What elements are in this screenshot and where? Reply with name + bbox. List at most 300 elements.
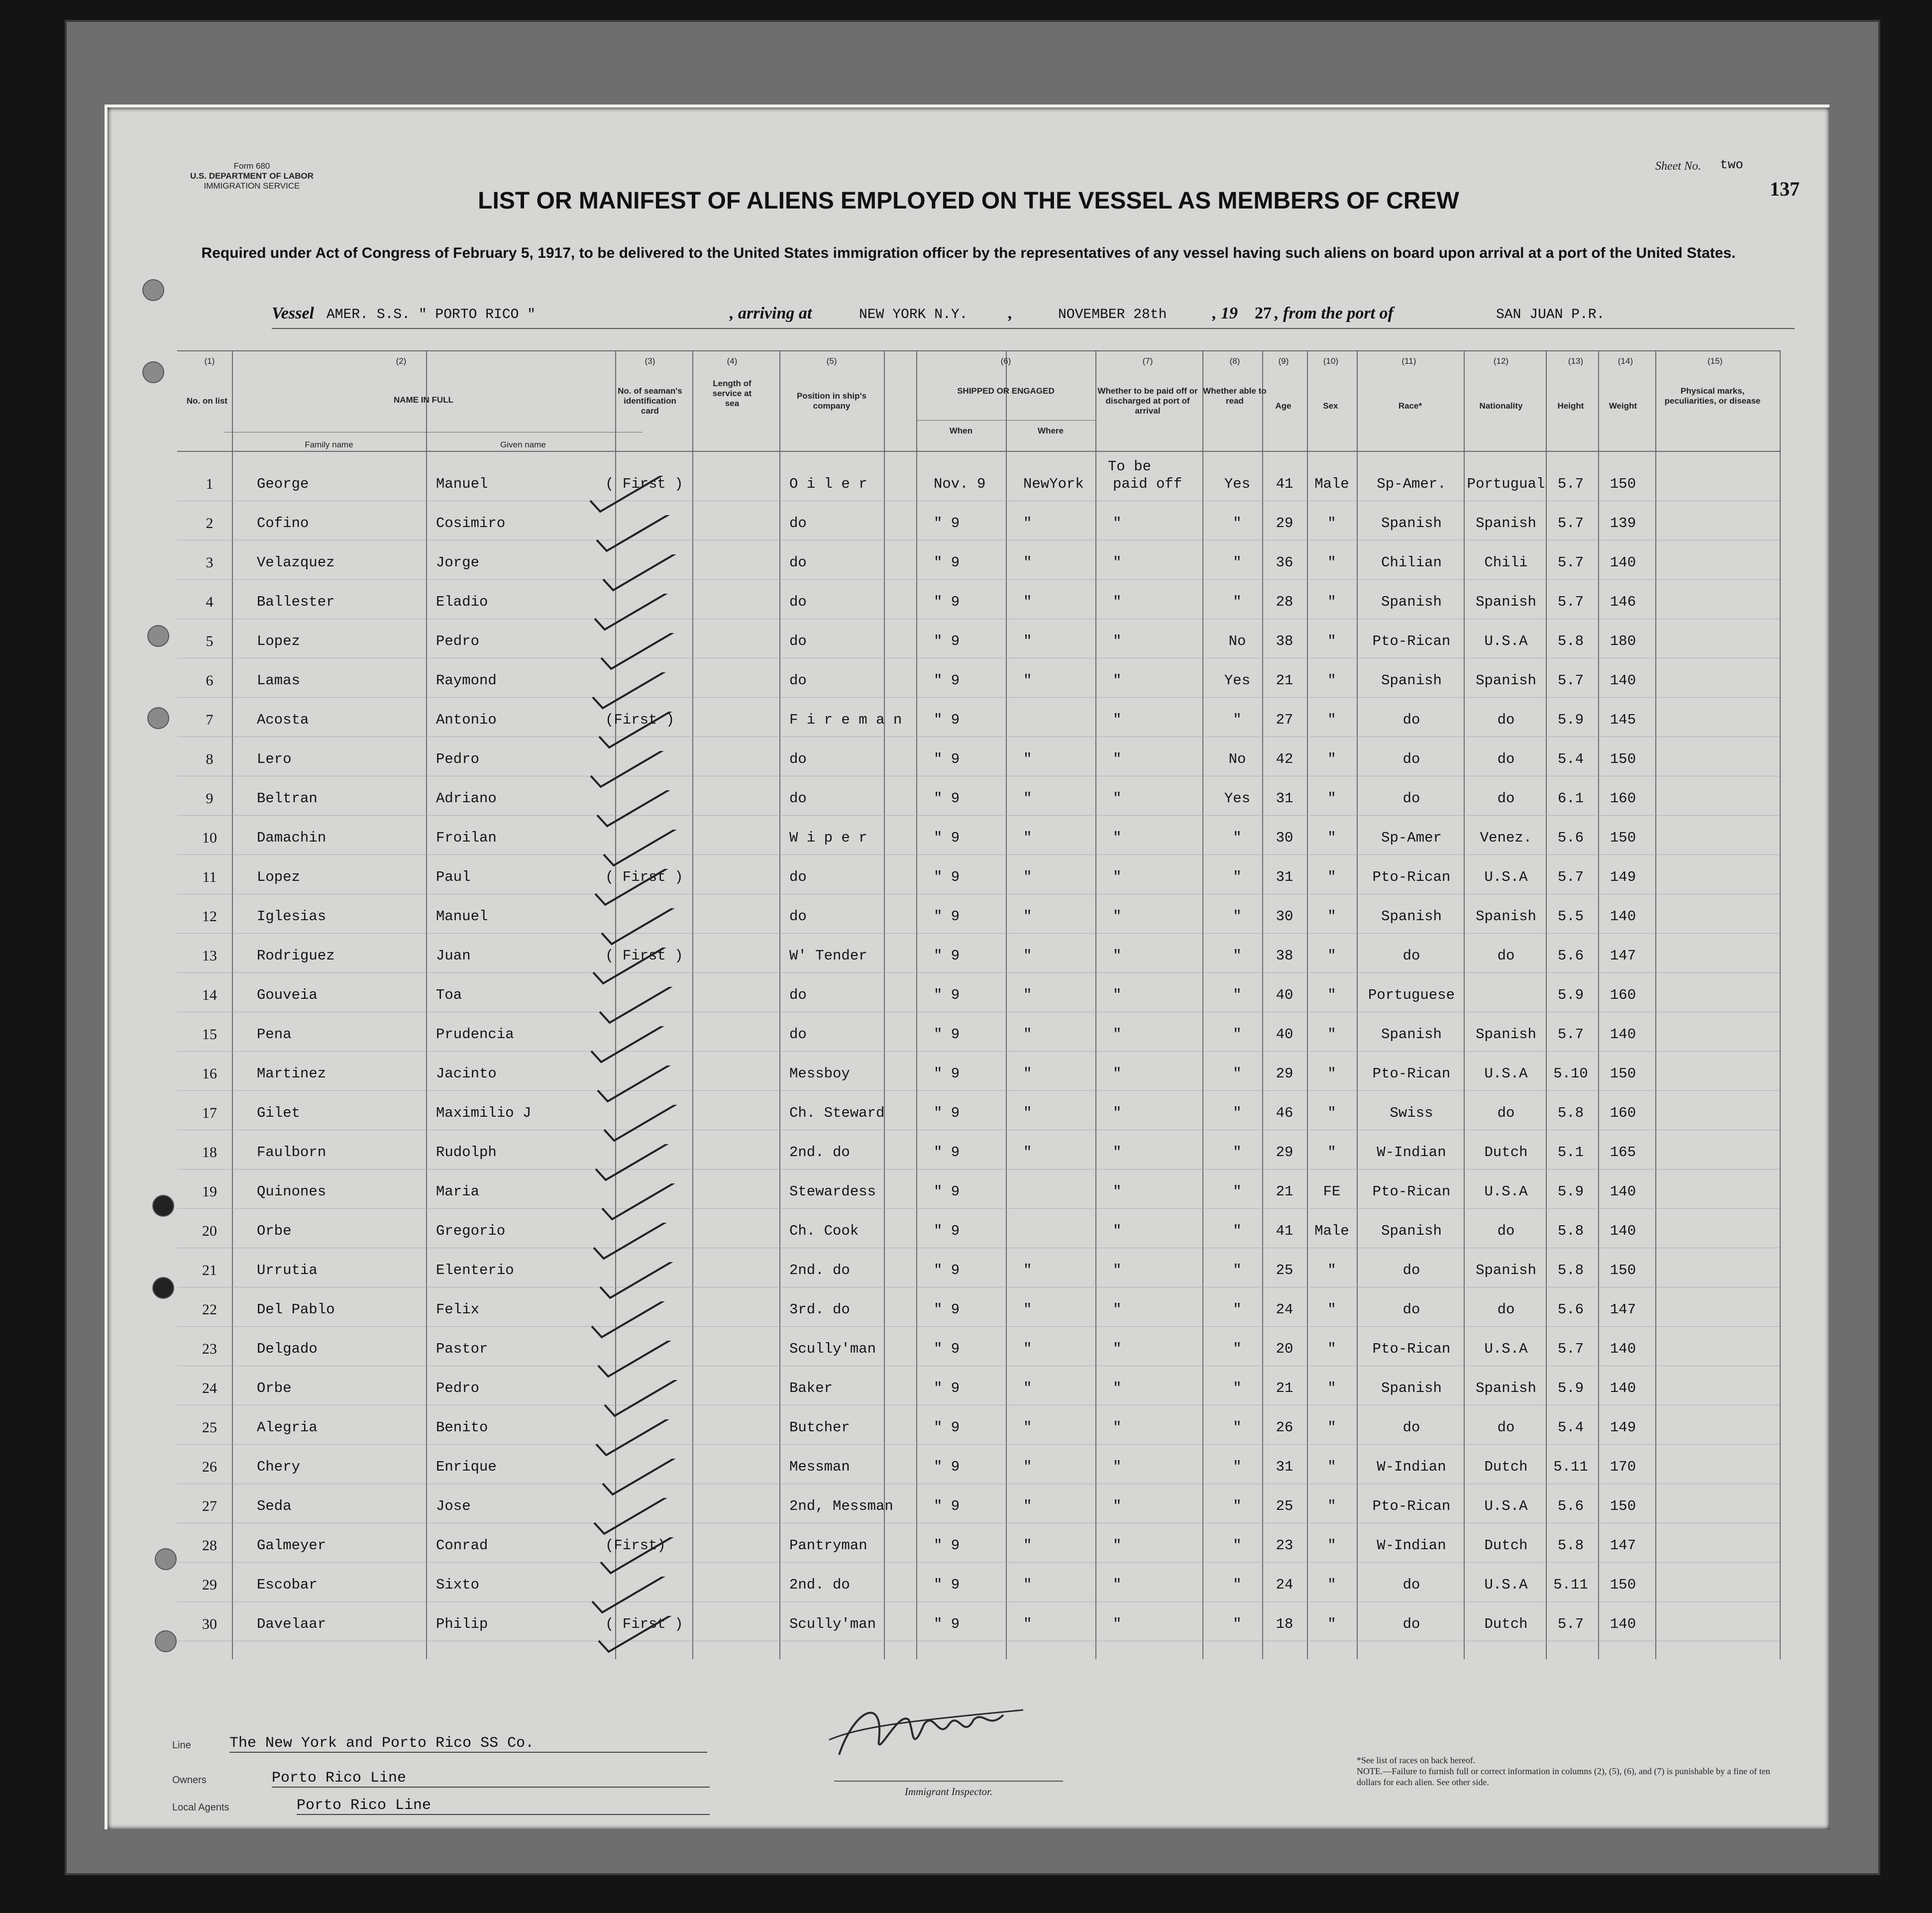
check-mark-icon [580,1065,705,1104]
cell-given: Felix [436,1301,480,1318]
hdr-when: When [949,426,973,435]
cell-family: Cofino [257,515,309,531]
cell-sex: " [1327,1341,1336,1357]
cell-weight: 160 [1610,1105,1636,1121]
cell-when: " 9 [934,908,960,925]
cell-race: Sp-Amer [1381,830,1442,846]
cell-no: 17 [202,1105,217,1121]
cell-nationality: Portugual [1467,476,1545,492]
cell-family: Delgado [257,1341,318,1357]
col-num: (14) [1617,356,1633,366]
cell-when: " 9 [934,1459,960,1475]
agents-label: Local Agents [172,1802,229,1813]
table-row [107,987,1829,1025]
table-row [107,1262,1829,1300]
cell-race: Spanish [1381,672,1442,689]
cell-age: 23 [1276,1537,1293,1554]
cell-weight: 150 [1610,1498,1636,1514]
cell-when: " 9 [934,1577,960,1593]
col-num: (3) [644,356,655,366]
cell-paid: " [1113,515,1122,531]
cell-height: 5.7 [1557,515,1584,531]
cell-position: do [789,908,807,925]
cell-read: " [1233,515,1242,531]
service-name: IMMIGRATION SERVICE [204,181,300,191]
fine-note: NOTE.—Failure to furnish full or correct information in columns (2), (5), (6), and (7) is punishable by a fine of ten dollars for each alien. See other side. [1357,1766,1770,1787]
hdr-given-name: Given name [500,440,546,449]
cell-position: Butcher [789,1419,850,1436]
cell-given: Jorge [436,554,480,571]
cell-when: " 9 [934,554,960,571]
cell-read: " [1233,1144,1242,1161]
col-num: (4) [727,356,738,366]
cell-sex: " [1327,633,1336,649]
cell-race: Spanish [1381,1380,1442,1396]
cell-race: W-Indian [1377,1459,1446,1475]
cell-race: Pto-Rican [1372,869,1451,885]
col-num: (12) [1493,356,1509,366]
cell-paid: " [1113,830,1122,846]
cell-age: 40 [1276,987,1293,1003]
cell-no: 20 [202,1223,217,1239]
cell-race: Pto-Rican [1372,1065,1451,1082]
cell-race: Pto-Rican [1372,1498,1451,1514]
check-mark-icon [580,1537,705,1576]
cell-family: Davelaar [257,1616,326,1632]
arriving-label: , arriving at [730,304,812,322]
cell-age: 25 [1276,1498,1293,1514]
cell-height: 5.11 [1553,1459,1588,1475]
cell-position: do [789,987,807,1003]
cell-height: 5.6 [1557,830,1584,846]
check-mark-icon [580,1223,705,1261]
cell-family: Alegria [257,1419,318,1436]
vessel-value: AMER. S.S. " PORTO RICO " [326,307,536,322]
department-name: U.S. DEPARTMENT OF LABOR [190,171,314,181]
cell-age: 30 [1276,908,1293,925]
hdr-physical: Physical marks, peculiarities, or disease [1664,386,1761,406]
cell-paid: " [1113,712,1122,728]
hdr-position: Position in ship's company [796,391,867,411]
cell-paid: " [1113,672,1122,689]
cell-age: 21 [1276,1183,1293,1200]
cell-sex: " [1327,1105,1336,1121]
cell-no: 12 [202,908,217,925]
form-number: Form 680 [233,161,270,171]
col-num: (2) [396,356,407,366]
cell-weight: 149 [1610,869,1636,885]
cell-no: 16 [202,1065,217,1082]
vessel-line: Vessel AMER. S.S. " PORTO RICO " , arriving at NEW YORK N.Y. , NOVEMBER 28th , 19 27 , from the port of SAN JUAN P.R. [272,304,1795,329]
cell-read: " [1233,1026,1242,1043]
cell-sex: " [1327,1498,1336,1514]
check-mark-icon [580,1459,705,1497]
cell-family: Escobar [257,1577,318,1593]
cell-paid: " [1113,869,1122,885]
cell-race: Chilian [1381,554,1442,571]
cell-weight: 149 [1610,1419,1636,1436]
vessel-label: Vessel [272,304,314,322]
cell-when: " 9 [934,1262,960,1278]
cell-sex: " [1327,1577,1336,1593]
cell-when: " 9 [934,1183,960,1200]
cell-read: Yes [1224,476,1251,492]
cell-age: 24 [1276,1301,1293,1318]
cell-position: 2nd, Messman [789,1498,893,1514]
cell-family: Galmeyer [257,1537,326,1554]
cell-read: " [1233,1262,1242,1278]
cell-read: No [1228,633,1246,649]
cell-age: 29 [1276,1144,1293,1161]
manifest-sheet [105,105,1829,1829]
cell-when: " 9 [934,869,960,885]
cell-read: " [1233,1459,1242,1475]
cell-position: Scully'man [789,1616,876,1632]
cell-family: Lopez [257,633,301,649]
cell-position: do [789,633,807,649]
cell-read: " [1233,554,1242,571]
cell-family: Orbe [257,1380,292,1396]
cell-age: 29 [1276,515,1293,531]
cell-when: " 9 [934,1065,960,1082]
cell-height: 5.7 [1557,594,1584,610]
cell-sex: " [1327,869,1336,885]
check-mark-icon [580,594,705,632]
cell-paid: " [1113,1144,1122,1161]
owners-value: Porto Rico Line [272,1770,710,1788]
cell-paid: " [1113,1616,1122,1632]
page-number: 137 [1770,178,1800,200]
cell-read: " [1233,1183,1242,1200]
cell-paid: " [1113,594,1122,610]
cell-no: 14 [202,987,217,1003]
cell-where: " [1023,1459,1032,1475]
cell-position: do [789,672,807,689]
cell-given: Jose [436,1498,471,1514]
cell-given: Pedro [436,751,480,767]
cell-read: " [1233,1537,1242,1554]
cell-when: " 9 [934,987,960,1003]
col-num: (1) [204,356,215,366]
cell-nationality: do [1497,712,1515,728]
cell-race: Sp-Amer. [1377,476,1446,492]
cell-where: " [1023,948,1032,964]
cell-age: 28 [1276,594,1293,610]
cell-position: do [789,869,807,885]
cell-family: Pena [257,1026,292,1043]
check-mark-icon [580,633,705,671]
cell-read: No [1228,751,1246,767]
cell-race: Spanish [1381,515,1442,531]
cell-race: do [1402,751,1420,767]
cell-given: Paul [436,869,471,885]
cell-nationality: U.S.A [1484,1577,1528,1593]
cell-no: 9 [206,790,214,807]
cell-sex: Male [1314,476,1349,492]
cell-height: 5.7 [1557,869,1584,885]
cell-where: " [1023,672,1032,689]
cell-family: Damachin [257,830,326,846]
cell-position: do [789,554,807,571]
cell-read: " [1233,1498,1242,1514]
cell-paid: " [1113,1341,1122,1357]
cell-position: Messman [789,1459,850,1475]
cell-where: NewYork [1023,476,1084,492]
cell-given: Manuel [436,476,488,492]
arriving-value: NEW YORK N.Y. [859,307,968,322]
cell-family: Martinez [257,1065,326,1082]
cell-given: Raymond [436,672,497,689]
cell-given: Jacinto [436,1065,497,1082]
cell-card: ( First ) [605,869,683,885]
cell-age: 20 [1276,1341,1293,1357]
hdr-paid-off: Whether to be paid off or discharged at port of arrival [1097,386,1198,416]
cell-sex: " [1327,908,1336,925]
check-mark-icon [580,869,705,907]
year-value: 27 [1255,304,1272,322]
cell-age: 31 [1276,790,1293,807]
binder-hole [142,279,164,301]
line-value: The New York and Porto Rico SS Co. [229,1735,707,1753]
cell-when: " 9 [934,1341,960,1357]
check-mark-icon [580,672,705,711]
cell-when: " 9 [934,1144,960,1161]
cell-no: 4 [206,594,214,610]
cell-height: 5.8 [1557,1262,1584,1278]
hdr-sex: Sex [1323,401,1338,411]
cell-no: 8 [206,751,214,767]
cell-paid: " [1113,1577,1122,1593]
cell-where: " [1023,1301,1032,1318]
cell-given: Pastor [436,1341,488,1357]
cell-height: 5.9 [1557,987,1584,1003]
to-be-note: To be [1108,458,1152,475]
table-row [107,1537,1829,1576]
cell-nationality: do [1497,751,1515,767]
cell-given: Pedro [436,1380,480,1396]
hdr-family-name: Family name [305,440,353,449]
cell-family: Velazquez [257,554,335,571]
cell-no: 18 [202,1144,217,1161]
cell-sex: " [1327,830,1336,846]
col-num: (8) [1229,356,1240,366]
check-mark-icon [580,987,705,1025]
cell-weight: 150 [1610,1577,1636,1593]
cell-read: " [1233,712,1242,728]
agents-value: Porto Rico Line [297,1797,710,1815]
cell-read: " [1233,1419,1242,1436]
hdr-shipped: SHIPPED OR ENGAGED [957,386,1055,396]
cell-where: " [1023,1065,1032,1082]
cell-no: 6 [206,672,214,689]
check-mark-icon [580,476,705,514]
check-mark-icon [580,1301,705,1340]
cell-paid: paid off [1113,476,1182,492]
cell-given: Philip [436,1616,488,1632]
hdr-name-in-full: NAME IN FULL [394,395,453,405]
cell-height: 5.8 [1557,1223,1584,1239]
cell-height: 5.6 [1557,948,1584,964]
cell-when: " 9 [934,515,960,531]
cell-given: Cosimiro [436,515,506,531]
sheet-label: Sheet No. [1655,160,1701,173]
cell-paid: " [1113,633,1122,649]
cell-race: do [1402,790,1420,807]
check-mark-icon [580,1419,705,1458]
cell-weight: 146 [1610,594,1636,610]
cell-paid: " [1113,1262,1122,1278]
cell-no: 25 [202,1419,217,1436]
cell-when: " 9 [934,790,960,807]
cell-read: " [1233,1341,1242,1357]
cell-weight: 140 [1610,1341,1636,1357]
cell-given: Gregorio [436,1223,506,1239]
cell-weight: 180 [1610,633,1636,649]
cell-position: Baker [789,1380,833,1396]
cell-sex: " [1327,948,1336,964]
cell-weight: 147 [1610,1301,1636,1318]
check-mark-icon [580,1380,705,1418]
cell-given: Benito [436,1419,488,1436]
table-row [107,1577,1829,1615]
cell-when: " 9 [934,1223,960,1239]
cell-where: " [1023,1144,1032,1161]
cell-age: 40 [1276,1026,1293,1043]
cell-no: 3 [206,554,214,571]
cell-weight: 150 [1610,1065,1636,1082]
races-note: *See list of races on back hereof. [1357,1755,1476,1765]
cell-given: Maria [436,1183,480,1200]
check-mark-icon [580,751,705,789]
cell-age: 38 [1276,948,1293,964]
cell-given: Sixto [436,1577,480,1593]
cell-position: do [789,751,807,767]
cell-family: Urrutia [257,1262,318,1278]
cell-given: Enrique [436,1459,497,1475]
cell-race: Portuguese [1368,987,1455,1003]
cell-paid: " [1113,790,1122,807]
cell-race: do [1402,1577,1420,1593]
cell-when: " 9 [934,1616,960,1632]
table-row [107,1459,1829,1497]
cell-given: Juan [436,948,471,964]
cell-weight: 150 [1610,751,1636,767]
cell-where: " [1023,751,1032,767]
cell-where: " [1023,908,1032,925]
table-row [107,672,1829,711]
cell-nationality: Chili [1484,554,1528,571]
cell-race: do [1402,948,1420,964]
cell-nationality: Venez. [1480,830,1532,846]
check-mark-icon [580,908,705,947]
cell-when: " 9 [934,1419,960,1436]
cell-paid: " [1113,1183,1122,1200]
check-mark-icon [580,1498,705,1536]
page-subtitle: Required under Act of Congress of February 5, 1917, to be delivered to the United States immigration officer by the representatives of any vessel having such aliens on board upon arrival at a port of the United States. [201,245,1736,261]
cell-weight: 140 [1610,672,1636,689]
cell-nationality: do [1497,790,1515,807]
check-mark-icon [580,1026,705,1064]
cell-age: 26 [1276,1419,1293,1436]
cell-when: " 9 [934,633,960,649]
cell-given: Antonio [436,712,497,728]
cell-height: 5.7 [1557,672,1584,689]
cell-weight: 150 [1610,1262,1636,1278]
cell-family: Lamas [257,672,301,689]
inspector-label: Immigrant Inspector. [834,1781,1063,1798]
cell-age: 41 [1276,476,1293,492]
cell-nationality: U.S.A [1484,1498,1528,1514]
cell-where: " [1023,1419,1032,1436]
cell-age: 38 [1276,633,1293,649]
cell-family: Seda [257,1498,292,1514]
cell-sex: " [1327,712,1336,728]
cell-sex: " [1327,1026,1336,1043]
cell-when: " 9 [934,1380,960,1396]
hdr-nationality: Nationality [1479,401,1523,411]
col-num: (7) [1142,356,1153,366]
cell-paid: " [1113,1459,1122,1475]
cell-paid: " [1113,908,1122,925]
from-value: SAN JUAN P.R. [1496,307,1605,322]
cell-nationality: U.S.A [1484,1183,1528,1200]
cell-read: " [1233,1223,1242,1239]
cell-age: 30 [1276,830,1293,846]
cell-no: 22 [202,1301,217,1318]
cell-position: 2nd. do [789,1262,850,1278]
cell-age: 36 [1276,554,1293,571]
check-mark-icon [580,1144,705,1182]
check-mark-icon [580,830,705,868]
cell-sex: " [1327,1065,1336,1082]
cell-nationality: Spanish [1476,515,1536,531]
cell-paid: " [1113,1301,1122,1318]
col-num: (6) [1000,356,1011,366]
cell-race: do [1402,1262,1420,1278]
cell-race: do [1402,1419,1420,1436]
cell-where: " [1023,515,1032,531]
hdr-able-to-read: Whether able to read [1203,386,1267,406]
cell-paid: " [1113,1065,1122,1082]
table-row [107,476,1829,514]
cell-weight: 160 [1610,987,1636,1003]
check-mark-icon [580,554,705,593]
cell-read: " [1233,830,1242,846]
cell-paid: " [1113,1223,1122,1239]
cell-weight: 140 [1610,554,1636,571]
cell-paid: " [1113,1419,1122,1436]
cell-position: do [789,1026,807,1043]
cell-card: ( First ) [605,948,683,964]
cell-sex: " [1327,1301,1336,1318]
cell-nationality: do [1497,948,1515,964]
cell-family: Ballester [257,594,335,610]
table-row [107,712,1829,750]
cell-when: " 9 [934,1105,960,1121]
cell-nationality: Spanish [1476,908,1536,925]
cell-height: 5.9 [1557,712,1584,728]
cell-no: 21 [202,1262,217,1278]
cell-card: ( First ) [605,1616,683,1632]
cell-position: W i p e r [789,830,867,846]
cell-family: Orbe [257,1223,292,1239]
cell-read: " [1233,1380,1242,1396]
page-title: LIST OR MANIFEST OF ALIENS EMPLOYED ON THE VESSEL AS MEMBERS OF CREW [478,188,1459,214]
cell-no: 28 [202,1537,217,1554]
table-row [107,1380,1829,1418]
table-row [107,1026,1829,1064]
cell-no: 2 [206,515,214,531]
